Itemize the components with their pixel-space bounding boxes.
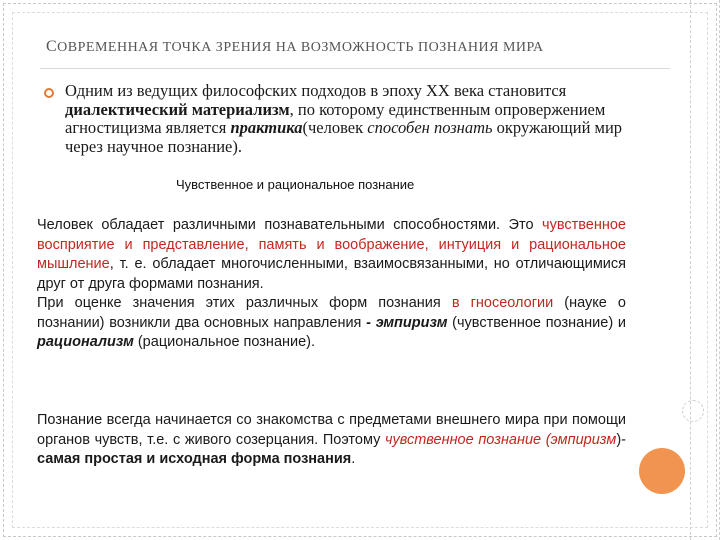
section-subtitle: Чувственное и рациональное познание (176, 177, 415, 192)
decorative-small-circle (682, 400, 704, 422)
title-underline (40, 68, 670, 69)
body-paragraph-1 (37, 216, 626, 353)
decorative-orange-circle (639, 448, 685, 494)
gnoseology-paragraph: При оценке значения этих различных форм познания в гносеологии (науке о познании) возникли два основных направления - эмпиризм (чувственное познание) и рационализм (рациональное познание). (37, 295, 627, 350)
body-paragraph-2: Познание всегда начинается со знакомства с предметами внешнего мира при помощи органов чувств, т.е. с живого созерцания. Поэтому чувственное познание (эмпиризм)- самая простая и исходная форма познания. (37, 412, 626, 467)
intro-paragraph: Одним из ведущих философских подходов в эпоху XX века становится диалектический материализм, по которому единственным опровержением агностицизма является практика(человек способен познать окружающий мир через научное познание). (65, 81, 623, 156)
slide-side-bar (690, 0, 720, 540)
bullet-icon (44, 88, 54, 98)
abilities-paragraph: Человек обладает различными познавательными способностями. Это чувственное восприятие и представление, память и воображение, интуиция и рациональное мышление, т. е. обладает многочисленными, взаимосвязанными, но отличающимися друг от друга формами познания. (37, 217, 626, 292)
slide-title: СОВРЕМЕННАЯ ТОЧКА ЗРЕНИЯ НА ВОЗМОЖНОСТЬ ПОЗНАНИЯ МИРА (46, 38, 544, 55)
